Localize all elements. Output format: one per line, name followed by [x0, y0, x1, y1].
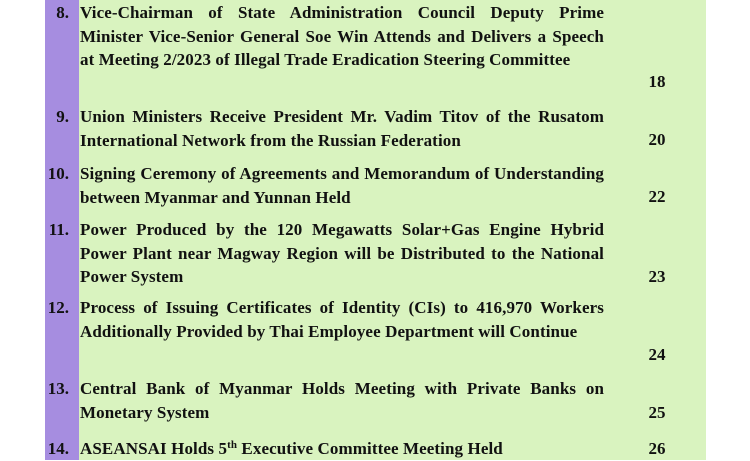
item-number: 9. — [56, 107, 69, 126]
item-title[interactable]: Union Ministers Receive President Mr. Vadim Titov of the Rusatom International Network from the Russian Federation — [80, 107, 604, 150]
item-number: 14. — [47, 439, 69, 458]
item-number: 10. — [47, 164, 69, 183]
item-title[interactable]: Power Produced by the 120 Megawatts Solar+Gas Engine Hybrid Power Plant near Magway Region will be Distributed to the National Power System — [80, 220, 604, 286]
item-title[interactable]: Vice-Chairman of State Administration Council Deputy Prime Minister Vice-Senior General Soe Win Attends and Delivers a Speech at Meeting 2/2023 of Illegal Trade Eradication Steering Committee — [80, 3, 604, 69]
item-page-number: 23 — [648, 267, 666, 286]
item-number: 11. — [48, 220, 69, 239]
item-title[interactable] — [80, 437, 604, 461]
item-page-number: 22 — [648, 187, 666, 206]
item-title[interactable]: Central Bank of Myanmar Holds Meeting with Private Banks on Monetary System — [80, 379, 604, 422]
item-page-number: 25 — [648, 403, 666, 422]
item-page-number: 20 — [648, 130, 666, 149]
item-title-before: ASEANSAI Holds 5 — [80, 439, 228, 458]
item-page-number: 26 — [648, 439, 666, 458]
item-title[interactable]: Signing Ceremony of Agreements and Memorandum of Understanding between Myanmar and Yunnan Held — [80, 164, 604, 207]
item-page-number: 18 — [648, 72, 666, 91]
item-number: 12. — [47, 298, 69, 317]
item-title-after: Executive Committee Meeting Held — [237, 439, 503, 458]
item-number: 8. — [56, 3, 69, 22]
table-of-contents — [45, 0, 706, 460]
item-title[interactable]: Process of Issuing Certificates of Identity (CIs) to 416,970 Workers Additionally Provided by Thai Employee Department will Continue — [80, 298, 604, 341]
item-number: 13. — [47, 379, 69, 398]
item-page-number: 24 — [648, 345, 666, 364]
item-title-superscript: th — [227, 439, 238, 451]
